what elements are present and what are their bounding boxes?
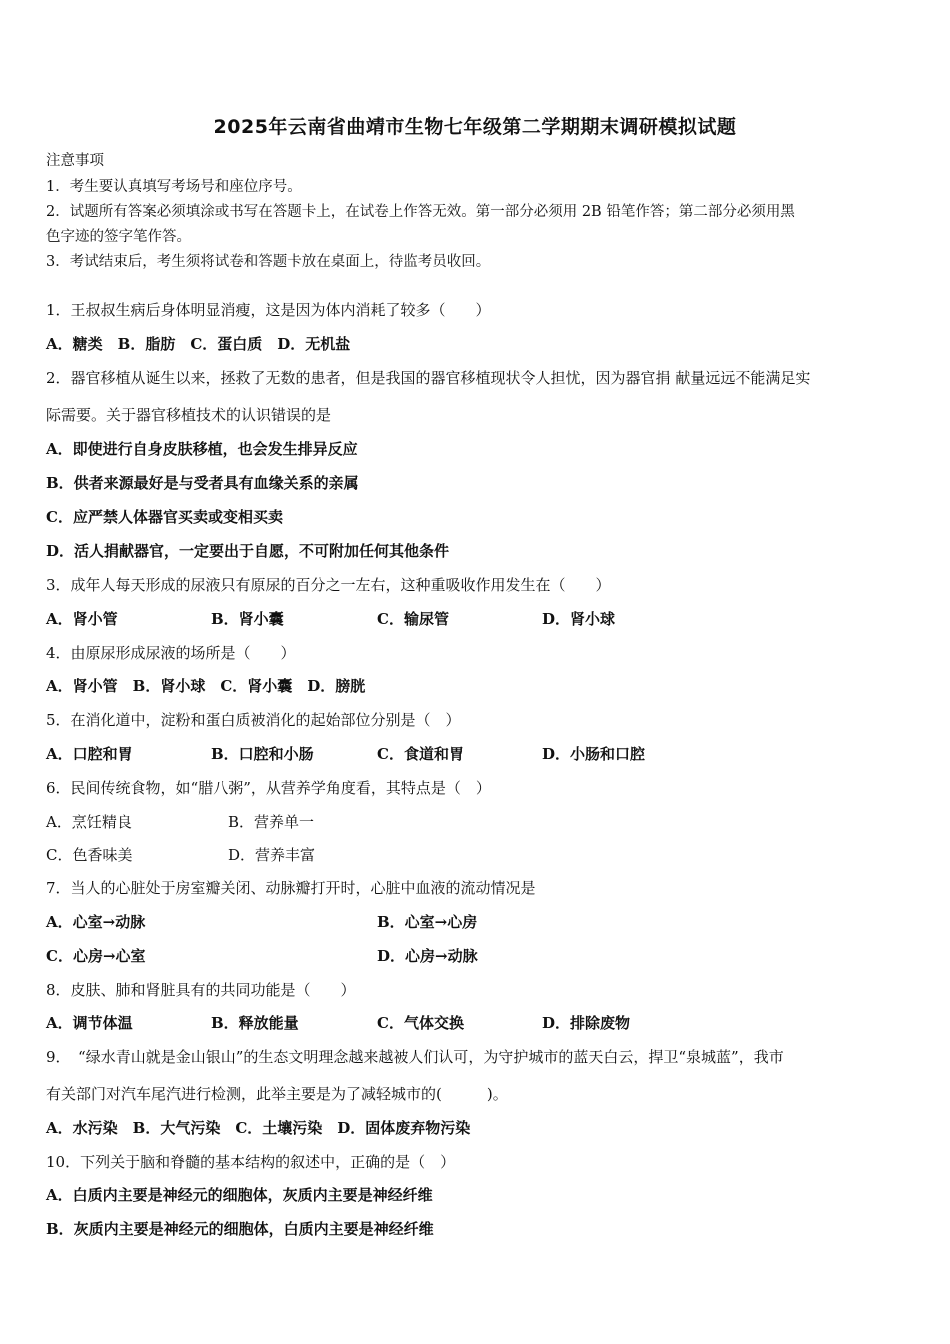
question-option: D．小肠和口腔 <box>542 745 646 763</box>
notice-item: 色字迹的签字笔作答。 <box>46 229 191 245</box>
question-option: C．心房→心室 <box>46 947 146 965</box>
question-stem: 1．王叔叔生病后身体明显消瘦，这是因为体内消耗了较多（ ） <box>46 301 491 319</box>
question-option: A．调节体温 <box>46 1014 133 1032</box>
question-stem: 际需要。关于器官移植技术的认识错误的是 <box>46 406 332 424</box>
question-option: D．活人捐献器官，一定要出于自愿，不可附加任何其他条件 <box>46 542 450 560</box>
question-option: D．排除废物 <box>542 1014 631 1032</box>
page-title: 2025年云南省曲靖市生物七年级第二学期期末调研模拟试题 <box>213 116 737 138</box>
question-stem: 10．下列关于脑和脊髓的基本结构的叙述中，正确的是（ ） <box>46 1153 456 1171</box>
question-option: D．营养丰富 <box>228 846 316 864</box>
question-option: C．输尿管 <box>377 610 449 628</box>
question-stem: 5．在消化道中，淀粉和蛋白质被消化的起始部位分别是（ ） <box>46 711 461 729</box>
question-stem: 有关部门对汽车尾汽进行检测，此举主要是为了减轻城市的( )。 <box>46 1085 508 1103</box>
notice-item: 3．考试结束后，考生须将试卷和答题卡放在桌面上，待监考员收回。 <box>46 254 491 270</box>
question-option: B．释放能量 <box>211 1014 299 1032</box>
notice-heading: 注意事项 <box>46 153 104 169</box>
question-option: D．心房→动脉 <box>377 947 478 965</box>
question-options: A．肾小管 B．肾小球 C．肾小囊 D．膀胱 <box>46 677 366 695</box>
question-options: A．糖类 B．脂肪 C．蛋白质 D．无机盐 <box>46 335 351 353</box>
question-option: B．营养单一 <box>228 813 315 831</box>
question-option: C．应严禁人体器官买卖或变相买卖 <box>46 508 283 526</box>
question-option: B．灰质内主要是神经元的细胞体，白质内主要是神经纤维 <box>46 1220 434 1238</box>
notice-item: 1．考生要认真填写考场号和座位序号。 <box>46 179 302 195</box>
question-option: D．肾小球 <box>542 610 616 628</box>
question-option: B．供者来源最好是与受者具有血缘关系的亲属 <box>46 474 359 492</box>
question-option: A．口腔和胃 <box>46 745 133 763</box>
question-option: B．肾小囊 <box>211 610 284 628</box>
question-stem: 3．成年人每天形成的尿液只有原尿的百分之一左右，这种重吸收作用发生在（ ） <box>46 576 611 594</box>
question-option: A．白质内主要是神经元的细胞体，灰质内主要是神经纤维 <box>46 1186 433 1204</box>
question-stem: 7．当人的心脏处于房室瓣关闭、动脉瓣打开时，心脏中血液的流动情况是 <box>46 879 536 897</box>
question-stem: 2．器官移植从诞生以来，拯救了无数的患者，但是我国的器官移植现状令人担忧，因为器官捐 献量远远不能满足实 <box>46 369 811 387</box>
question-option: B．心室→心房 <box>377 913 478 931</box>
question-option: C．气体交换 <box>377 1014 464 1032</box>
question-option: C．食道和胃 <box>377 745 464 763</box>
question-stem: 4．由原尿形成尿液的场所是（ ） <box>46 644 296 662</box>
question-option: A．即使进行自身皮肤移植，也会发生排异反应 <box>46 440 358 458</box>
question-options: A．水污染 B．大气污染 C．土壤污染 D．固体废弃物污染 <box>46 1119 471 1137</box>
question-option: A．心室→动脉 <box>46 913 146 931</box>
notice-item: 2．试题所有答案必须填涂或书写在答题卡上，在试卷上作答无效。第一部分必须用 2B 铅笔作答；第二部分必须用黑 <box>46 204 795 220</box>
question-stem: 6．民间传统食物，如“腊八粥”，从营养学角度看，其特点是（ ） <box>46 779 491 797</box>
question-option: C．色香味美 <box>46 846 133 864</box>
question-stem: 8．皮肤、肺和肾脏具有的共同功能是（ ） <box>46 981 356 999</box>
question-option: A．烹饪精良 <box>46 813 132 831</box>
question-stem: 9． “绿水青山就是金山银山”的生态文明理念越来越被人们认可，为守护城市的蓝天白云，捍卫“泉城蓝”，我市 <box>46 1048 784 1066</box>
question-option: A．肾小管 <box>46 610 118 628</box>
question-option: B．口腔和小肠 <box>211 745 314 763</box>
